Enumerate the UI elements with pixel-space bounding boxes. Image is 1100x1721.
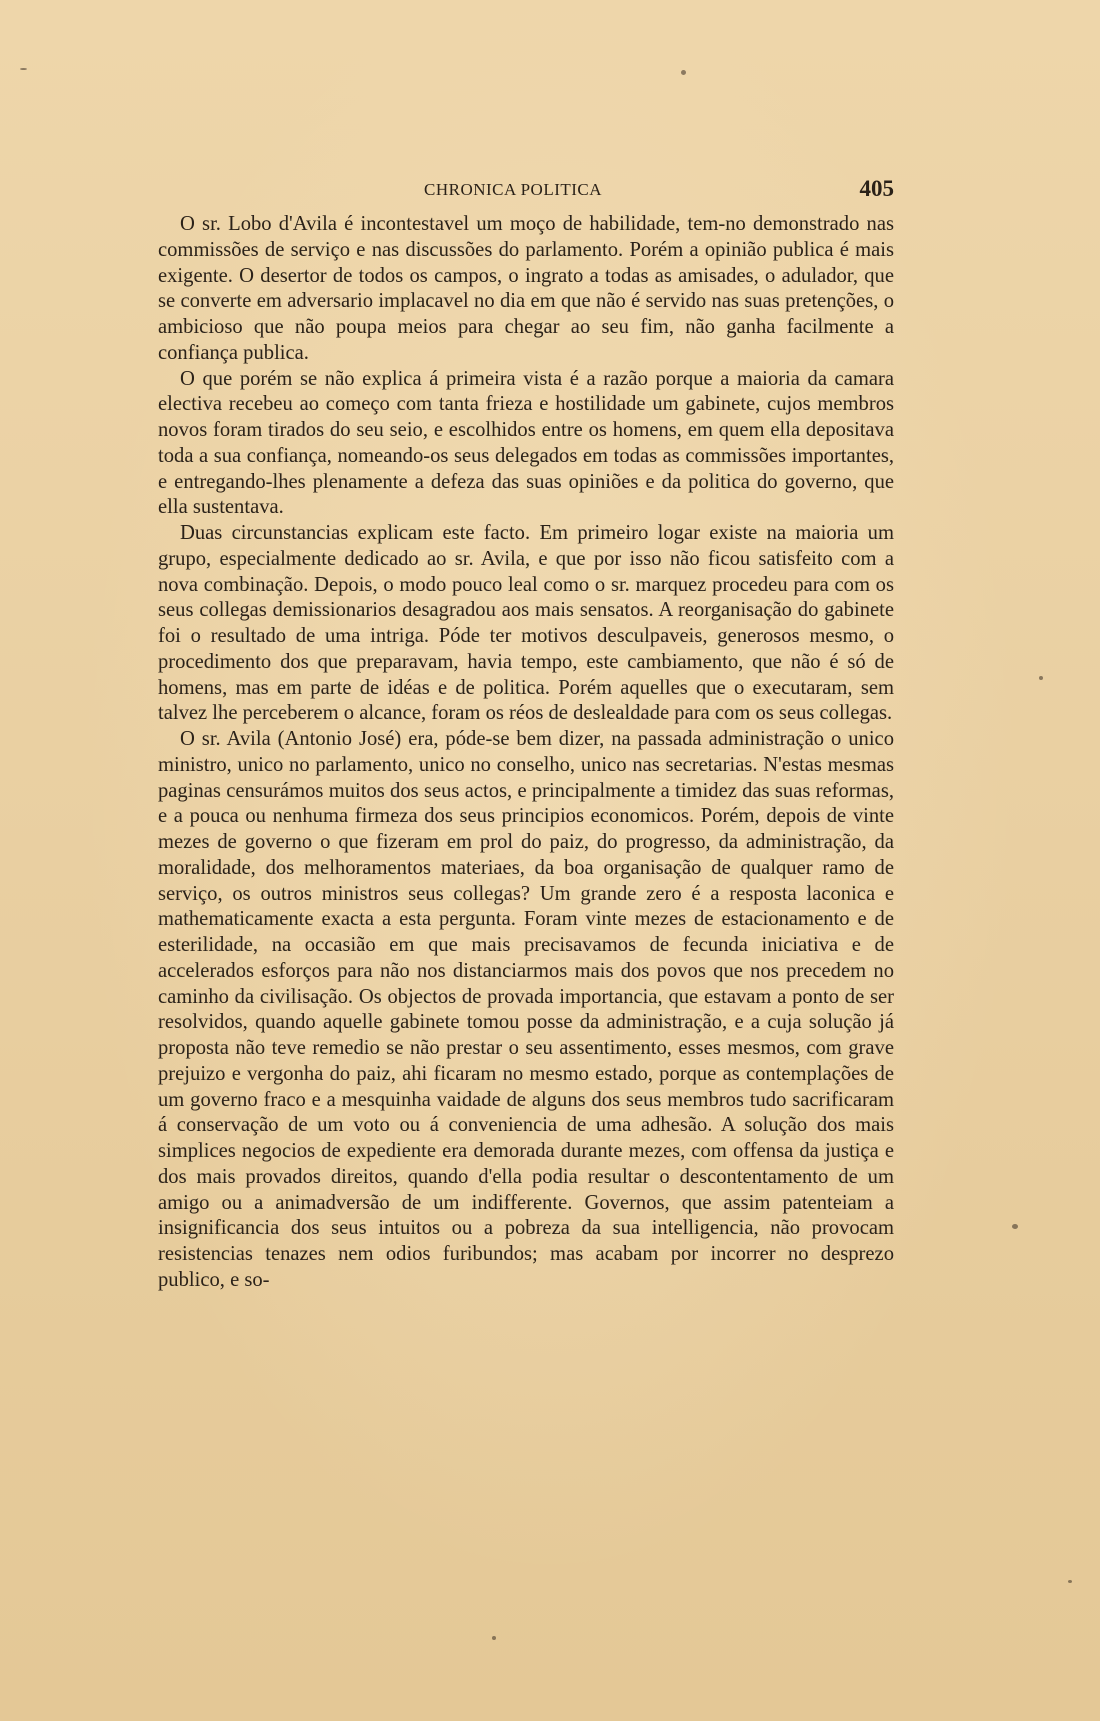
paragraph: Duas circunstancias explicam este facto. Em primeiro logar existe na maioria um grupo, especialmente dedicado ao sr. Avila, e que por isso não ficou satisfeito com a nova combinação. Depois, o modo pouco leal como o sr. marquez procedeu para com os seus collegas demissionarios desagradou aos mais sensatos. A reorganisação do gabinete foi o resultado de uma intriga. Póde ter motivos desculpaveis, generosos mesmo, o procedimento dos que preparavam, havia tempo, este cambiamento, que não é só de homens, mas em parte de idéas e de politica. Porém aquelles que o executaram, sem talvez lhe perceberem o alcance, foram os réos de deslealdade para com os seus collegas.: [158, 522, 894, 725]
page-header: [158, 176, 894, 206]
paragraph: O sr. Lobo d'Avila é incontestavel um moço de habilidade, tem-no demonstrado nas commissões de serviço e nas discussões do parlamento. Porém a opinião publica é mais exigente. O desertor de todos os campos, o ingrato a todas as amisades, o adulador, que se converte em adversario implacavel no dia em que não é servido nas suas pretenções, o ambicioso que não poupa meios para chegar ao seu fim, não ganha facilmente a confiança publica.: [158, 213, 894, 364]
body-text: [158, 212, 894, 1294]
paper-speck: [1068, 1580, 1072, 1583]
paragraph: O que porém se não explica á primeira vista é a razão porque a maioria da camara electiva recebeu ao começo com tanta frieza e hostilidade um gabinete, cujos membros novos foram tirados do seu seio, e escolhidos entre os homens, em quem ella depositava toda a sua confiança, nomeando-os seus delegados em todas as commissões importantes, e entregando-lhes plenamente a defeza das suas opiniões e da politica do governo, que ella sustentava.: [158, 367, 894, 519]
paper-speck: [1039, 676, 1043, 680]
running-title: CHRONICA POLITICA: [424, 180, 603, 199]
page-number: 405: [859, 176, 894, 201]
paper-speck: [681, 70, 686, 75]
paper-speck: [1012, 1224, 1018, 1229]
paper-speck: [20, 68, 27, 70]
paper-speck: [492, 1636, 496, 1640]
paragraph: O sr. Avila (Antonio José) era, póde-se bem dizer, na passada administração o unico ministro, unico no parlamento, unico no conselho, unico nas secretarias. N'estas mesmas paginas censurámos muitos dos seus actos, e principalmente a timidez das suas reformas, e a pouca ou nenhuma firmeza dos seus principios economicos. Porém, depois de vinte mezes de governo o que fizeram em prol do paiz, do progresso, da administração, da moralidade, dos melhoramentos materiaes, da boa organisação de qualquer ramo de serviço, os outros ministros seus collegas? Um grande zero é a resposta laconica e mathematicamente exacta a esta pergunta. Foram vinte mezes de estacionamento e de esterilidade, na occasião em que mais precisavamos de fecunda iniciativa e de accelerados esforços para não nos distanciarmos mais dos povos que nos precedem no caminho da civilisação. Os objectos de provada importancia, que estavam a ponto de ser resolvidos, quando aquelle gabinete tomou posse da administração, e a cuja solução já proposta não teve remedio se não prestar o seu assentimento, esses mesmos, com grave prejuizo e vergonha do paiz, ahi ficaram no mesmo estado, porque as contemplações de um governo fraco e a mesquinha vaidade de alguns dos seus membros tudo sacrificaram á conservação de um voto ou á conveniencia de uma adhesão. A solução dos mais simplices negocios de expediente era demorada durante mezes, com offensa da justiça e dos mais provados direitos, quando d'ella podia resultar o descontentamento de um amigo ou a animadversão de um indifferente. Governos, que assim patenteiam a insignificancia dos seus intuitos ou a pobreza da sua intelligencia, não provocam resistencias tenazes nem odios furibundos; mas acabam por incorrer no desprezo publico, e so-: [158, 728, 894, 1291]
